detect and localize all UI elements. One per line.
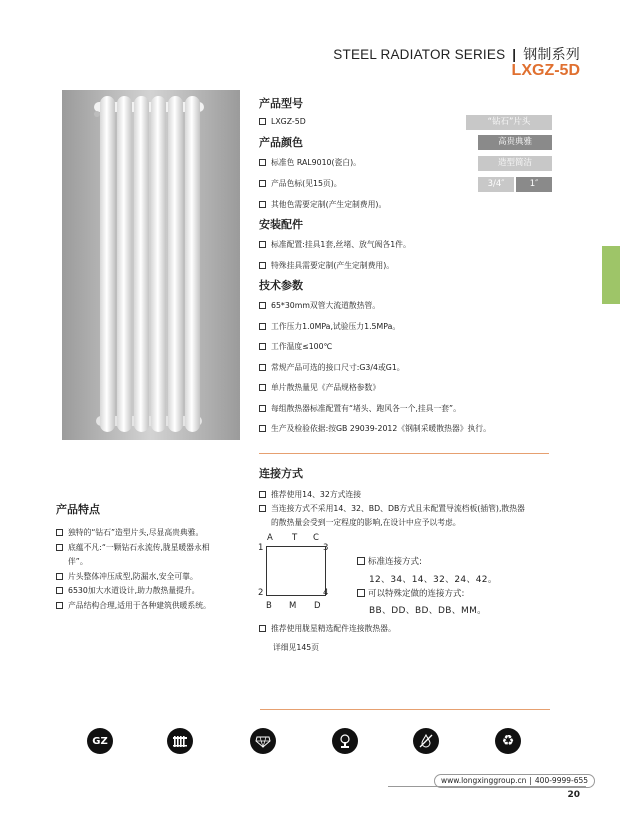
accessories-item: 特殊挂具需要定制(产生定制费用)。 bbox=[259, 260, 394, 271]
connection-title: 连接方式 bbox=[259, 467, 303, 480]
diagram-corner: 4 bbox=[323, 588, 329, 598]
radiator-illustration bbox=[62, 90, 240, 440]
connection-item-cont: 的散热量会受到一定程度的影响,在设计中应予以考虑。 bbox=[271, 518, 461, 527]
color-item: 其他色需要定制(产生定制费用)。 bbox=[259, 199, 386, 210]
tech-item: 常规产品可选的接口尺寸:G3/4或G1。 bbox=[259, 362, 405, 373]
diamond-icon bbox=[250, 728, 276, 754]
checkbox-icon bbox=[259, 302, 266, 309]
phone-number: 400-9999-655 bbox=[534, 776, 589, 785]
checkbox-icon bbox=[259, 405, 266, 412]
tag-size-a: 3/4″ bbox=[478, 177, 514, 192]
radiator-icon bbox=[167, 728, 193, 754]
special-connection-label: 可以特殊定做的连接方式: bbox=[357, 587, 464, 599]
diagram-corner: 3 bbox=[323, 543, 329, 553]
tag-noble-elegant: 高贵典雅 bbox=[478, 135, 552, 150]
checkbox-icon bbox=[259, 262, 266, 269]
checkbox-icon bbox=[259, 180, 266, 187]
feature-item: 6530加大水道设计,助力散热量提升。 bbox=[56, 585, 199, 596]
feature-item: 底蕴不凡:“一颗钻石永流传,胧星暖器永相 bbox=[56, 542, 210, 553]
diagram-label-bottom: B bbox=[266, 601, 272, 611]
checkbox-icon bbox=[259, 491, 266, 498]
diagram-label-top: T bbox=[292, 533, 298, 543]
checkbox-icon bbox=[259, 201, 266, 208]
valve-icon bbox=[332, 728, 358, 754]
standard-connection-values: 12、34、14、32、24、42。 bbox=[369, 575, 498, 585]
checkbox-icon bbox=[357, 589, 365, 597]
color-title: 产品颜色 bbox=[259, 136, 303, 149]
feature-item: 独特的“钻石”造型片头,尽显高贵典雅。 bbox=[56, 527, 203, 538]
model-title: 产品型号 bbox=[259, 97, 303, 110]
connection-diagram-box bbox=[266, 546, 329, 598]
checkbox-icon bbox=[56, 529, 63, 536]
standard-connection-label: 标准连接方式: bbox=[357, 555, 422, 567]
connection-item: 推荐使用14、32方式连接 bbox=[259, 489, 361, 500]
checkbox-icon bbox=[259, 159, 266, 166]
diagram-label-bottom: M bbox=[289, 601, 297, 611]
accessories-title: 安装配件 bbox=[259, 218, 303, 231]
divider-line-bottom bbox=[260, 709, 550, 710]
checkbox-icon bbox=[56, 587, 63, 594]
gz-icon: GZ bbox=[87, 728, 113, 754]
header-model: LXGZ-5D bbox=[511, 62, 580, 79]
checkbox-icon bbox=[56, 573, 63, 580]
recycle-icon: ♻ bbox=[495, 728, 521, 754]
tech-title: 技术参数 bbox=[259, 279, 303, 292]
diagram-corner: 2 bbox=[258, 588, 264, 598]
feature-item: 片头整体冲压成型,防漏水,安全可靠。 bbox=[56, 571, 198, 582]
checkbox-icon bbox=[357, 557, 365, 565]
checkbox-icon bbox=[259, 505, 266, 512]
no-leak-icon bbox=[413, 728, 439, 754]
diagram-label-top: C bbox=[313, 533, 319, 543]
footer-rule bbox=[388, 786, 586, 787]
tech-item: 工作温度≤100℃ bbox=[259, 341, 332, 352]
accessories-item: 标准配置:挂具1套,丝堵、放气阀各1件。 bbox=[259, 239, 411, 250]
tech-item: 每组散热器标准配置有“堵头、跑风各一个,挂具一套”。 bbox=[259, 403, 461, 414]
diagram-label-bottom: D bbox=[314, 601, 321, 611]
color-item: 产品色标(见15页)。 bbox=[259, 178, 342, 189]
checkbox-icon bbox=[259, 384, 266, 391]
series-en: STEEL RADIATOR SERIES bbox=[333, 47, 506, 62]
header-series bbox=[333, 44, 580, 64]
website-link[interactable]: www.longxinggroup.cn bbox=[441, 776, 527, 785]
tech-item: 单片散热量见《产品规格参数》 bbox=[259, 382, 380, 393]
model-item: LXGZ-5D bbox=[259, 117, 306, 126]
special-connection-values: BB、DD、BD、DB、MM。 bbox=[369, 606, 487, 616]
color-item: 标准色 RAL9010(瓷白)。 bbox=[259, 157, 361, 168]
diagram-label-top: A bbox=[267, 533, 273, 543]
checkbox-icon bbox=[259, 343, 266, 350]
connection-item: 当连接方式不采用14、32、BD、DB方式且未配置导流档板(插管),散热器 bbox=[259, 503, 525, 514]
page-number: 20 bbox=[567, 790, 580, 800]
checkbox-icon bbox=[56, 602, 63, 609]
side-tab bbox=[602, 246, 620, 304]
connection-detail: 详细见145页 bbox=[273, 643, 320, 652]
series-separator: | bbox=[512, 47, 517, 62]
checkbox-icon bbox=[259, 364, 266, 371]
diagram-corner: 1 bbox=[258, 543, 264, 553]
checkbox-icon bbox=[259, 323, 266, 330]
checkbox-icon bbox=[259, 118, 266, 125]
divider-line bbox=[259, 453, 549, 454]
features-title: 产品特点 bbox=[56, 503, 100, 516]
tag-diamond-head: “钻石”片头 bbox=[466, 115, 552, 130]
tech-item: 工作压力1.0MPa,试验压力1.5MPa。 bbox=[259, 321, 400, 332]
tech-item: 生产及检验依据:按GB 29039-2012《钢制采暖散热器》执行。 bbox=[259, 423, 491, 434]
connection-recommend: 推荐使用胧星精选配件连接散热器。 bbox=[259, 623, 396, 634]
checkbox-icon bbox=[259, 625, 266, 632]
checkbox-icon bbox=[259, 425, 266, 432]
contact-separator: | bbox=[529, 776, 532, 785]
checkbox-icon bbox=[56, 544, 63, 551]
checkbox-icon bbox=[259, 241, 266, 248]
series-cn: 钢制系列 bbox=[523, 46, 580, 62]
feature-item: 产品结构合理,适用于各种建筑供暖系统。 bbox=[56, 600, 211, 611]
feature-item-cont: 伴”。 bbox=[68, 557, 88, 566]
tag-simple-style: 造型简洁 bbox=[478, 156, 552, 171]
product-image bbox=[62, 90, 240, 440]
tech-item: 65*30mm双管大流道散热管。 bbox=[259, 300, 380, 311]
tag-size-b: 1″ bbox=[516, 177, 552, 192]
